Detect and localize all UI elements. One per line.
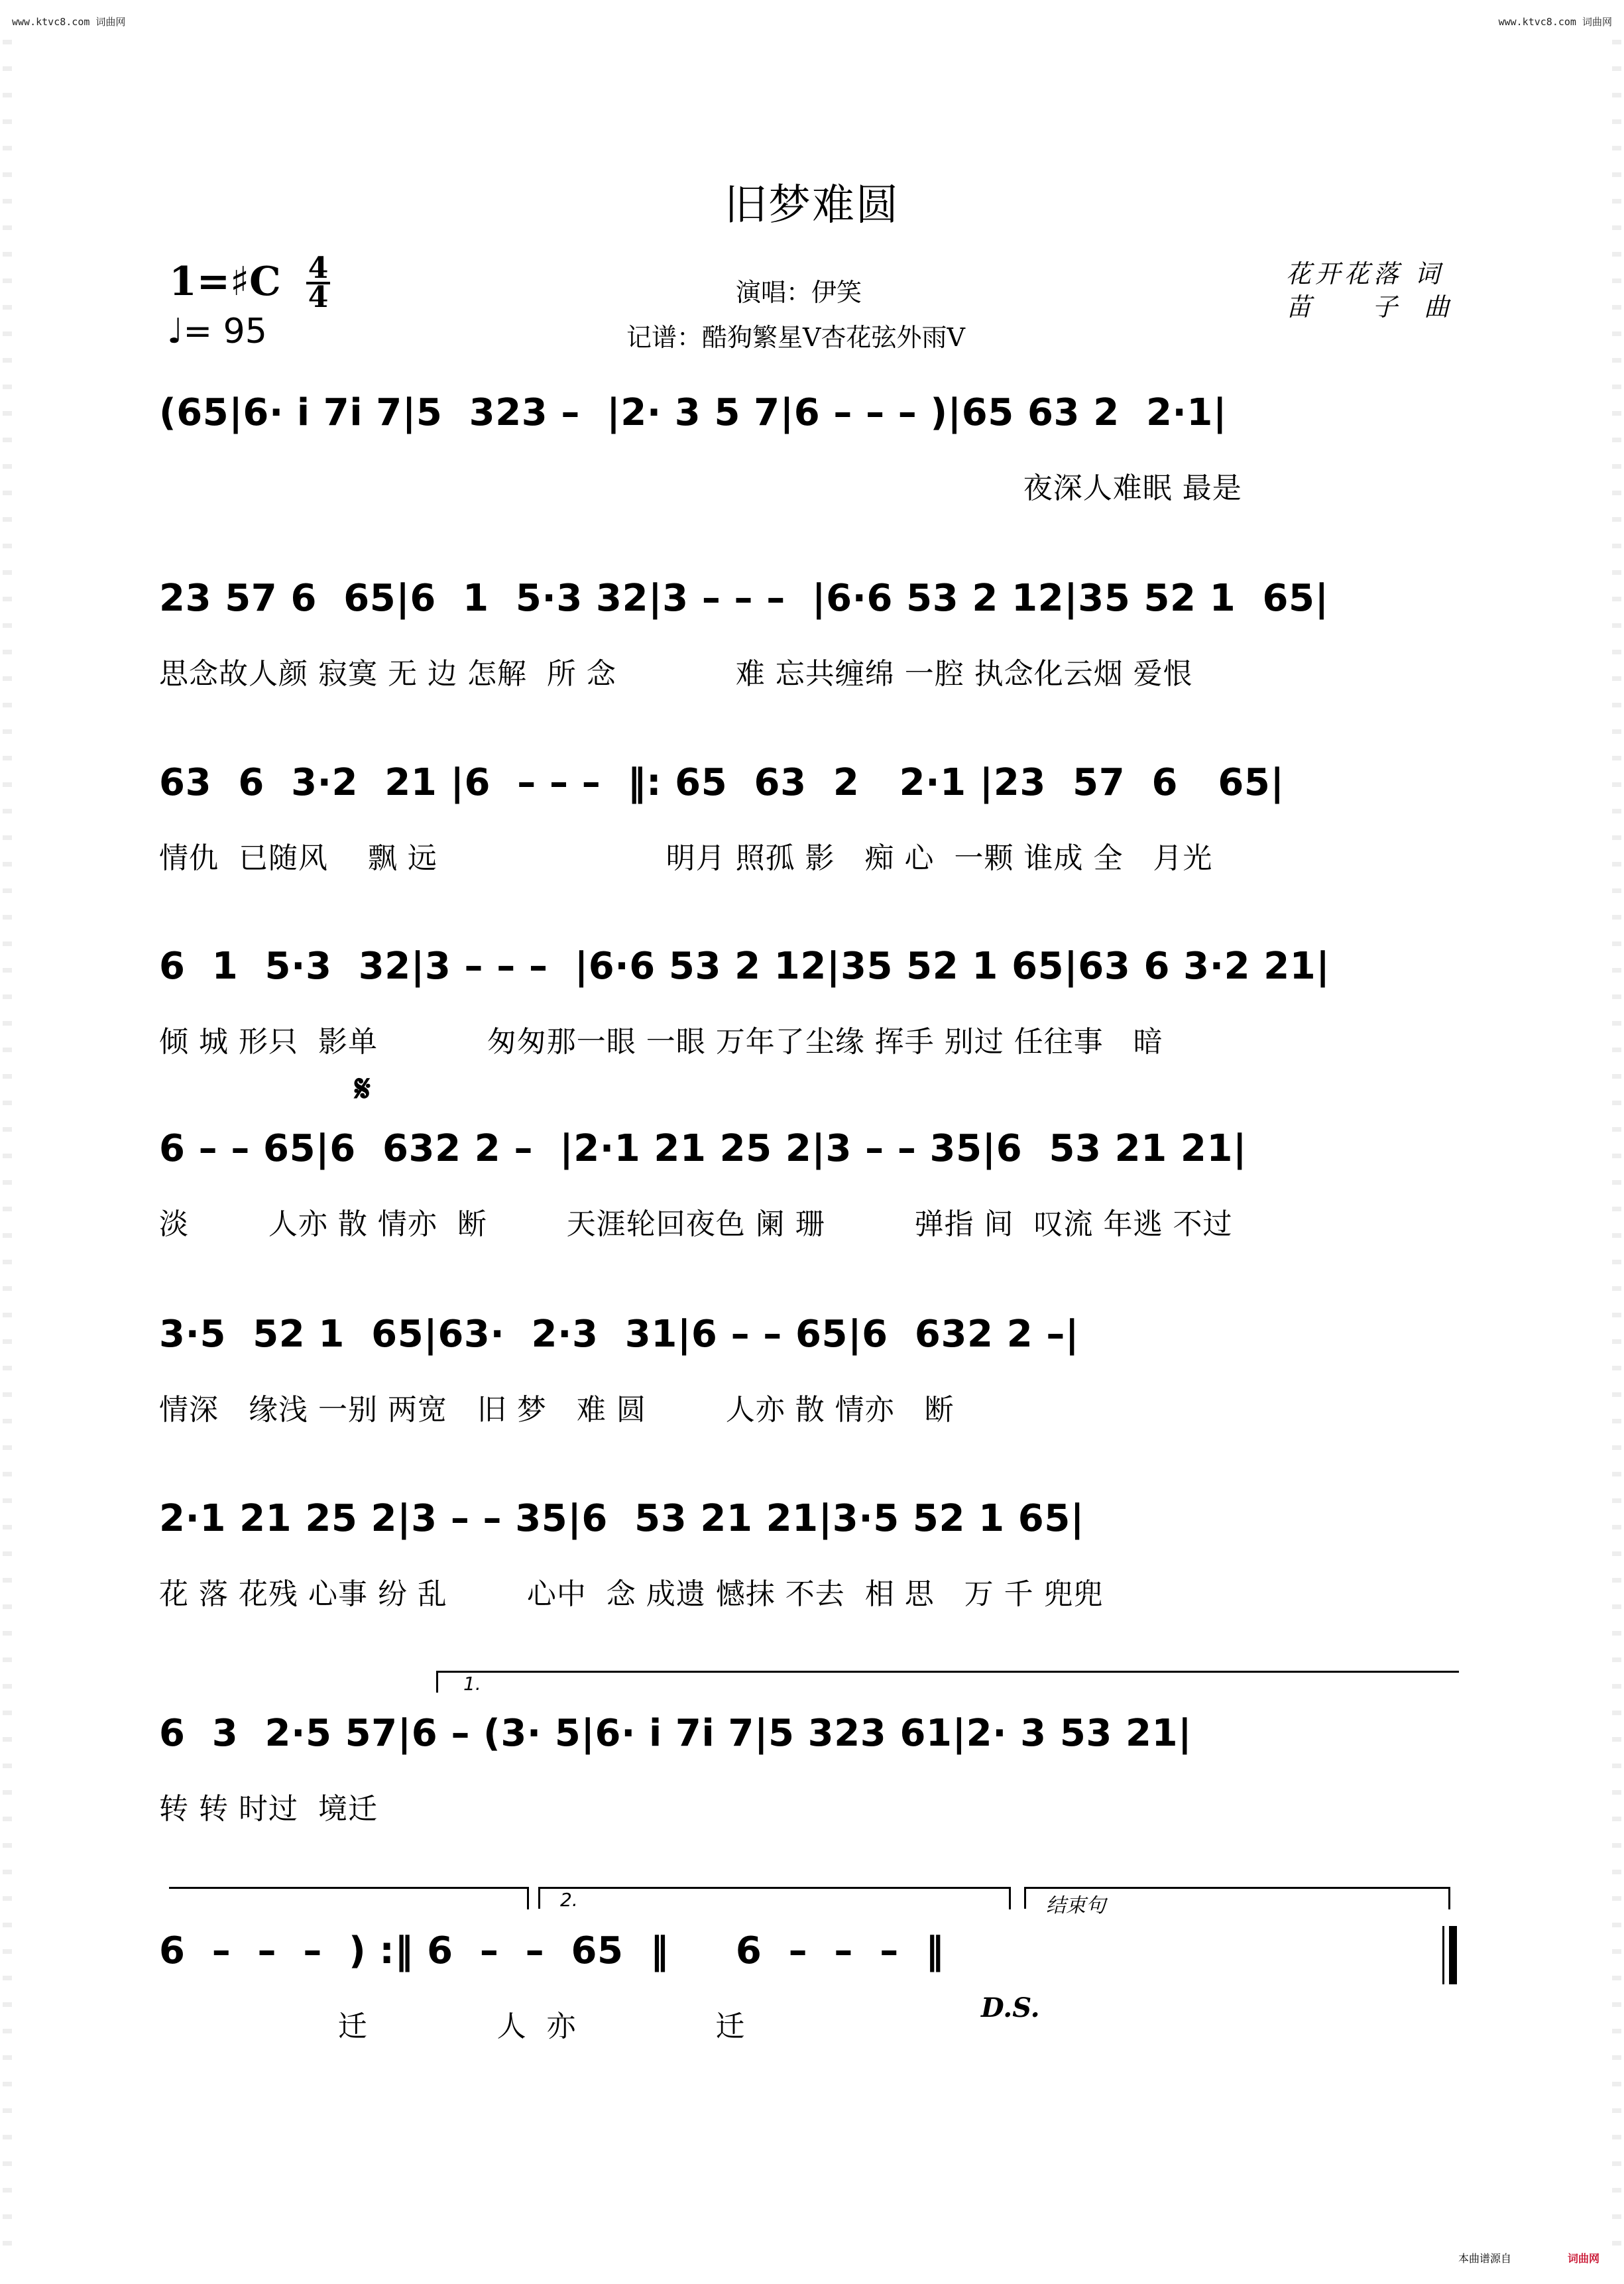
notation-line: 6 – – – ) :‖ 6 – – 65 ‖ 6 – – – ‖	[159, 1929, 945, 1972]
volta-bracket-1	[436, 1671, 1459, 1693]
notation-line: 6 1 5·3 32|3 – – – |6·6 53 2 12|35 52 1 65|63 6 3·2 21|	[159, 945, 1330, 988]
footer-site: 词曲网	[1568, 2252, 1600, 2265]
final-barline-thick	[1449, 1926, 1457, 1984]
transcriber-credit: 记谱：酷狗繁星V杏花弦外雨V	[626, 323, 965, 352]
left-watermark-strip	[3, 40, 12, 2254]
time-signature	[306, 251, 330, 314]
ending-bracket	[1024, 1887, 1450, 1917]
time-signature-top: 4	[308, 251, 329, 285]
lyric-line: 迁 人 亦 迁	[159, 2010, 746, 2043]
lyric-line: 花 落 花残 心事 纷 乱 心中 念 成遗 憾抹 不去 相 思 万 千 兜兜	[159, 1577, 1104, 1611]
footer-source: 本曲谱源自	[1458, 2252, 1512, 2265]
header-site-left: www.ktvc8.com 词曲网	[12, 16, 126, 28]
tempo-marking: ♩= 95	[167, 312, 267, 351]
volta-2-label: 2.	[560, 1889, 578, 1911]
volta-bracket-2	[538, 1887, 1011, 1909]
notation-line: (65|6· i 7i 7|5 323 – |2· 3 5 7|6 – – – )|65 63 2 2·1|	[159, 391, 1228, 434]
time-signature-bottom: 4	[308, 280, 329, 314]
notation-line: 6 – – 65|6 632 2 – |2·1 21 25 2|3 – – 35|6 53 21 21|	[159, 1127, 1247, 1170]
volta-1-label: 1.	[463, 1673, 481, 1695]
ending-bracket-end	[1448, 1887, 1450, 1909]
lyric-line: 情仇 已随风 飘 远 明月 照孤 影 痴 心 一颗 谁成 全 月光	[159, 841, 1213, 875]
ending-label: 结束句	[1046, 1894, 1106, 1917]
key-signature: 1=♯C	[169, 259, 281, 305]
dal-segno-marking: D.S.	[981, 1992, 1040, 2023]
final-barline-thin	[1442, 1926, 1444, 1984]
lyricist-credit: 花开花落 词	[1286, 259, 1444, 288]
header-site-right: www.ktvc8.com 词曲网	[1498, 16, 1612, 28]
song-title: 旧梦难圆	[725, 181, 899, 230]
lyric-line: 思念故人颜 寂寞 无 边 怎解 所 念 难 忘共缠绵 一腔 执念化云烟 爱恨	[159, 657, 1193, 691]
volta-2-end	[1009, 1887, 1011, 1909]
volta-1-end	[527, 1887, 529, 1909]
right-watermark-strip	[1612, 40, 1621, 2254]
lyric-line: 夜深人难眠 最是	[159, 471, 1242, 505]
notation-line: 63 6 3·2 21 |6 – – – ‖: 65 63 2 2·1 |23 57 6 65|	[159, 761, 1285, 804]
segno-sign: 𝄋	[355, 1067, 371, 1111]
notation-line: 2·1 21 25 2|3 – – 35|6 53 21 21|3·5 52 1 65|	[159, 1497, 1084, 1540]
lyric-line: 倾 城 形只 影单 匆匆那一眼 一眼 万年了尘缘 挥手 别过 任往事 暗	[159, 1025, 1163, 1059]
notation-line: 3·5 52 1 65|63· 2·3 31|6 – – 65|6 632 2 –|	[159, 1313, 1080, 1356]
singer-credit: 演唱：伊笑	[736, 278, 862, 307]
lyric-line: 情深 缘浅 一别 两宽 旧 梦 难 圆 人亦 散 情亦 断	[159, 1393, 955, 1427]
volta-1-continuation	[169, 1887, 527, 1889]
composer-credit: 苗 子曲	[1286, 292, 1476, 322]
notation-line: 6 3 2·5 57|6 – (3· 5|6· i 7i 7|5 323 61|2· 3 53 21|	[159, 1712, 1192, 1755]
lyric-line: 转 转 时过 境迁	[159, 1792, 378, 1826]
lyric-line: 淡 人亦 散 情亦 断 天涯轮回夜色 阑 珊 弹指 间 叹流 年逃 不过	[159, 1207, 1233, 1241]
notation-line: 23 57 6 65|6 1 5·3 32|3 – – – |6·6 53 2 12|35 52 1 65|	[159, 577, 1329, 620]
